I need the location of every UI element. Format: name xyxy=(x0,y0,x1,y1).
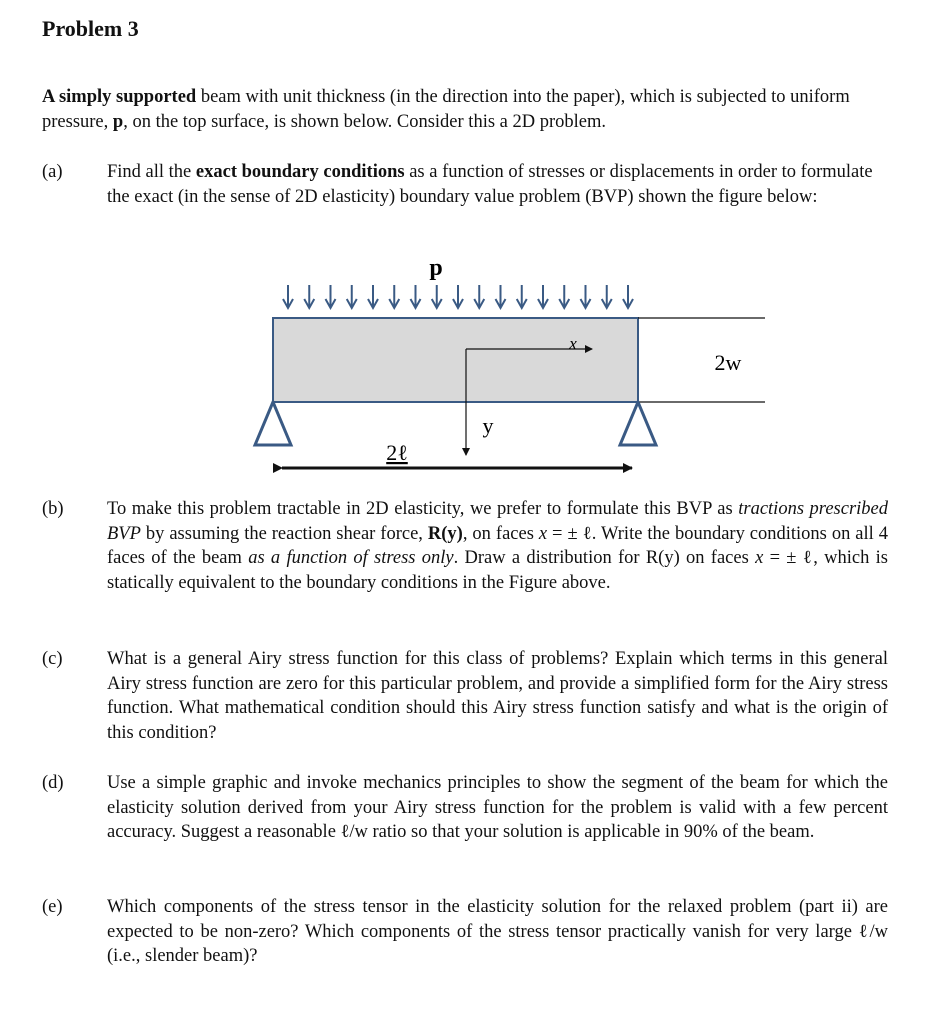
part-b-text-2: by assuming the reaction shear force, xyxy=(140,523,428,544)
load-arrows xyxy=(283,285,633,308)
intro-pressure: p xyxy=(112,111,124,132)
y-axis-label: y xyxy=(482,413,494,438)
right-support xyxy=(620,402,656,445)
part-b-text-5: . Draw a distribution for R(y) on faces xyxy=(453,548,756,568)
part-b-label: (b) xyxy=(42,499,64,519)
part-c-label: (c) xyxy=(42,649,63,669)
part-b-bold: R(y) xyxy=(427,523,463,544)
beam-figure xyxy=(0,245,947,505)
part-b-italic-3: as a function of stress only xyxy=(248,548,454,568)
part-e-label: (e) xyxy=(42,897,63,917)
part-d-text: Use a simple graphic and invoke mechanics principles to show the segment of the beam for which the elasticity solution derived from your Airy stress function for the problem is valid with a few percent accuracy. Suggest a reasonable ℓ/w ratio so that your solution is applicable in 90% of the beam. xyxy=(107,773,888,842)
part-b-text-3: , on faces xyxy=(462,523,539,544)
intro-text-2: , on the top surface, is shown below. Consider this a 2D problem. xyxy=(123,111,607,132)
part-a-text-1: Find all the xyxy=(107,162,196,182)
part-d-label: (d) xyxy=(42,773,64,793)
length-label: 2ℓ xyxy=(386,440,408,465)
part-a-label: (a) xyxy=(42,162,63,182)
part-b-text-6: = ± ℓ, which is statically equivalent to the boundary conditions in the Figure above. xyxy=(107,548,888,593)
intro-text-1: beam with unit thickness (in the direction into the paper), which is subjected to uniform pressure, xyxy=(42,87,850,132)
part-b-italic-2: x xyxy=(538,523,548,544)
height-label: 2w xyxy=(714,350,742,375)
intro-paragraph xyxy=(42,85,888,134)
part-c-text: What is a general Airy stress function for this class of problems? Explain which terms in this general Airy stress function are zero for this particular problem, and provide a simplified form for the Airy stress function. What mathematical condition should this Airy stress function satisfy and what is the origin of this condition? xyxy=(107,649,888,743)
part-b-italic-1: tractions prescribed BVP xyxy=(107,499,888,544)
load-label: p xyxy=(429,255,443,281)
part-b-text-1: To make this problem tractable in 2D elasticity, we prefer to formulate this BVP as xyxy=(107,499,739,519)
beam-body xyxy=(273,318,638,402)
part-b-text xyxy=(107,497,888,595)
part-a-bold: exact boundary conditions xyxy=(195,162,405,182)
part-b-text-4: = ± ℓ. Write the boundary conditions on all 4 faces of the beam xyxy=(107,523,889,568)
left-support xyxy=(255,402,291,445)
part-e-text: Which components of the stress tensor in the elasticity solution for the relaxed problem (part ii) are expected to be non-zero? Which components of the stress tensor practically vanish for very large ℓ/w (i.e., slender beam)? xyxy=(107,897,888,966)
x-axis-label: x xyxy=(569,334,577,353)
problem-title: Problem 3 xyxy=(42,16,139,41)
intro-bold: A simply supported xyxy=(42,87,197,107)
part-b-italic-4: x xyxy=(755,548,764,568)
part-a-text-2: as a function of stresses or displacements in order to formulate the exact (in the sense of 2D elasticity) boundary value problem (BVP) shown the figure below: xyxy=(107,162,873,207)
part-a-text xyxy=(107,160,888,209)
